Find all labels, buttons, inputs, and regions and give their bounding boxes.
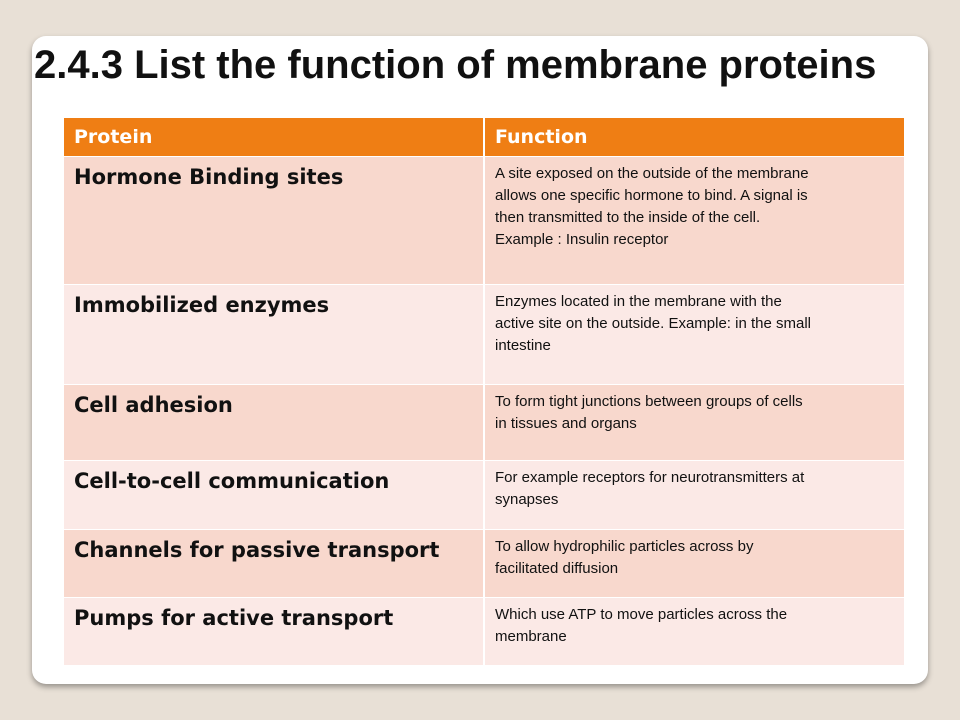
function-line: active site on the outside. Example: in the small xyxy=(495,315,811,332)
function-line: Example : Insulin receptor xyxy=(495,231,669,248)
function-line: in tissues and organs xyxy=(495,415,637,432)
protein-cell: Channels for passive transport xyxy=(64,530,484,598)
header-protein: Protein xyxy=(64,118,484,157)
protein-cell: Pumps for active transport xyxy=(64,598,484,665)
table-row xyxy=(64,530,904,598)
function-line: To form tight junctions between groups of cells xyxy=(495,393,803,410)
slide xyxy=(32,36,928,684)
table-row xyxy=(64,157,904,285)
function-line: facilitated diffusion xyxy=(495,560,619,577)
function-line: allows one specific hormone to bind. A signal is xyxy=(495,187,808,204)
protein-cell: Immobilized enzymes xyxy=(64,285,484,385)
protein-cell: Cell adhesion xyxy=(64,385,484,461)
membrane-proteins-table xyxy=(64,118,904,665)
function-line: then transmitted to the inside of the cell. xyxy=(495,209,761,226)
protein-cell: Hormone Binding sites xyxy=(64,157,484,285)
function-line: Enzymes located in the membrane with the xyxy=(495,293,782,310)
table-row xyxy=(64,285,904,385)
function-cell xyxy=(484,461,904,530)
function-cell xyxy=(484,385,904,461)
function-cell xyxy=(484,530,904,598)
function-line: To allow hydrophilic particles across by xyxy=(495,538,754,555)
slide-title: 2.4.3 List the function of membrane proteins xyxy=(34,43,877,87)
function-line: intestine xyxy=(495,337,551,354)
header-function: Function xyxy=(484,118,904,157)
function-line: synapses xyxy=(495,491,559,508)
function-line: Which use ATP to move particles across the xyxy=(495,606,788,623)
function-cell xyxy=(484,285,904,385)
function-line: For example receptors for neurotransmitters at xyxy=(495,469,805,486)
function-cell xyxy=(484,598,904,665)
table-row xyxy=(64,385,904,461)
table-row xyxy=(64,461,904,530)
function-line: A site exposed on the outside of the membrane xyxy=(495,165,809,182)
function-cell xyxy=(484,157,904,285)
protein-cell: Cell-to-cell communication xyxy=(64,461,484,530)
table-header-row xyxy=(64,118,904,157)
table-row xyxy=(64,598,904,665)
function-line: membrane xyxy=(495,628,567,645)
